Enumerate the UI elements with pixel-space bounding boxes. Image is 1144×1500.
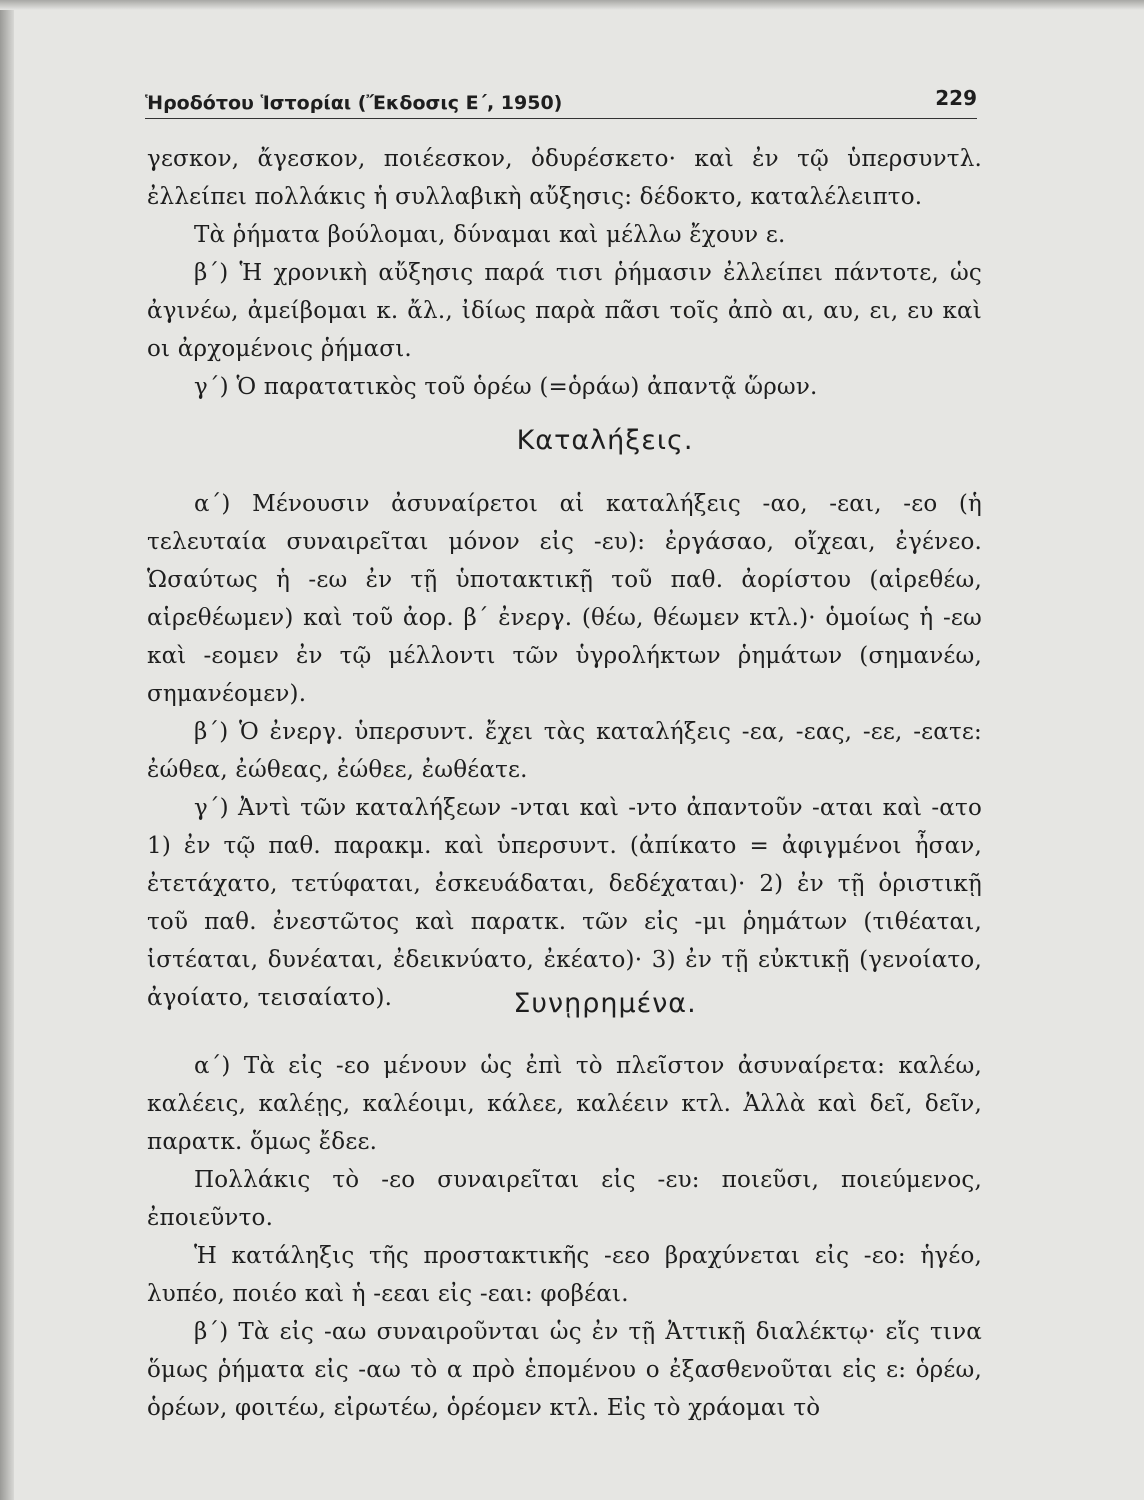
page-number: 229 bbox=[935, 86, 977, 110]
paragraph: Πολλάκις τὸ -εο συναιρεῖται εἰς -ευ: ποιεῦσι, ποιεύμενος, ἐποιεῦντο. bbox=[147, 1167, 982, 1231]
running-title: Ἡροδότου Ἱστορίαι (Ἔκδοσις Ε΄, 1950) bbox=[145, 92, 563, 114]
paragraph: α΄) Τὰ εἰς -εο μένουν ὡς ἐπὶ τὸ πλεῖστον ἀσυναίρετα: καλέω, καλέεις, καλέῃς, καλέοιμι, κάλεε, καλέειν κτλ. Ἀλλὰ καὶ δεῖ, δεῖν, παρατκ. ὅμως ἔδεε. bbox=[147, 1053, 982, 1155]
paragraph: Τὰ ῥήματα βούλομαι, δύναμαι καὶ μέλλω ἔχουν ε. bbox=[194, 222, 786, 248]
section-heading-endings: Καταλήξεις. bbox=[516, 425, 694, 456]
section-heading-contracted: Συνῃρημένα. bbox=[513, 988, 697, 1019]
paragraph: γ΄) Ἀντὶ τῶν καταλήξεων -νται καὶ -ντο ἀπαντοῦν -αται καὶ -ατο 1) ἐν τῷ παθ. παρακμ. καὶ ὑπερσυντ. (ἀπίκατο = ἀφιγμένοι ἦσαν, ἐτετάχατο, τετύφαται, ἐσκευάδαται, δεδέχαται)· 2) ἐν τῇ ὁριστικῇ τοῦ παθ. ἐνεστῶτος καὶ παρατκ. τῶν εἰς -μι ῥημάτων (τιθέαται, ἱστέαται, δυνέαται, ἐδεικνύατο, ἐκέατο)· 3) ἐν τῇ εὐκτικῇ (γενοίατο, ἀγοίατο, τεισαίατο). bbox=[147, 795, 982, 1011]
paragraph: β΄) Ὁ ἐνεργ. ὑπερσυντ. ἔχει τὰς καταλήξεις -εα, -εας, -εε, -εατε: ἐώθεα, ἐώθεας, ἐώθεε, ἐωθέατε. bbox=[147, 719, 982, 783]
paragraph: β΄) Ἡ χρονικὴ αὔξησις παρά τισι ῥήμασιν ἐλλείπει πάντοτε, ὡς ἀγινέω, ἀμείβομαι κ. ἄλ., ἰδίως παρὰ πᾶσι τοῖς ἀπὸ αι, αυ, ει, ευ καὶ οι ἀρχομένοις ῥήμασι. bbox=[147, 260, 982, 362]
section-endings bbox=[147, 485, 982, 1017]
section-contracted bbox=[147, 1047, 982, 1427]
paragraph: γεσκον, ἄγεσκον, ποιέεσκον, ὀδυρέσκετο· καὶ ἐν τῷ ὑπερσυντλ. ἐλλείπει πολλάκις ἡ συλλαβικὴ αὔξησις: δέδοκτο, καταλέλειπτο. bbox=[147, 146, 982, 210]
page-top-shadow bbox=[0, 0, 1144, 10]
paragraph: β΄) Τὰ εἰς -αω συναιροῦνται ὡς ἐν τῇ Ἀττικῇ διαλέκτῳ· εἴς τινα ὅμως ῥήματα εἰς -αω τὸ α πρὸ ἑπομένου ο ἐξασθενοῦται εἰς ε: ὁρέω, ὁρέων, φοιτέω, εἰρωτέω, ὁρέομεν κτλ. Εἰς τὸ χράομαι τὸ bbox=[147, 1319, 982, 1421]
binding-shadow bbox=[0, 0, 14, 1500]
paragraph: α΄) Μένουσιν ἀσυναίρετοι αἱ καταλήξεις -αο, -εαι, -εο (ἡ τελευταία συναιρεῖται μόνον εἰς -ευ): ἐργάσαο, οἴχεαι, ἐγένεο. Ὡσαύτως ἡ -εω ἐν τῇ ὑποτακτικῇ τοῦ παθ. ἀορίστου (αἱρεθέω, αἱρεθέωμεν) καὶ τοῦ ἀορ. β΄ ἐνεργ. (θέω, θέωμεν κτλ.)· ὁμοίως ἡ -εω καὶ -εομεν ἐν τῷ μέλλοντι τῶν ὑγρολήκτων ῥημάτων (σημανέω, σημανέομεν). bbox=[147, 491, 982, 707]
paragraph: γ΄) Ὁ παρατατικὸς τοῦ ὁρέω (=ὁράω) ἀπαντᾷ ὥρων. bbox=[194, 374, 818, 400]
page-header bbox=[145, 86, 977, 119]
section-augment bbox=[147, 140, 982, 406]
paragraph: Ἡ κατάληξις τῆς προστακτικῆς -εεο βραχύνεται εἰς -εο: ἡγέο, λυπέο, ποιέο καὶ ἡ -εεαι εἰς -εαι: φοβέαι. bbox=[147, 1243, 982, 1307]
